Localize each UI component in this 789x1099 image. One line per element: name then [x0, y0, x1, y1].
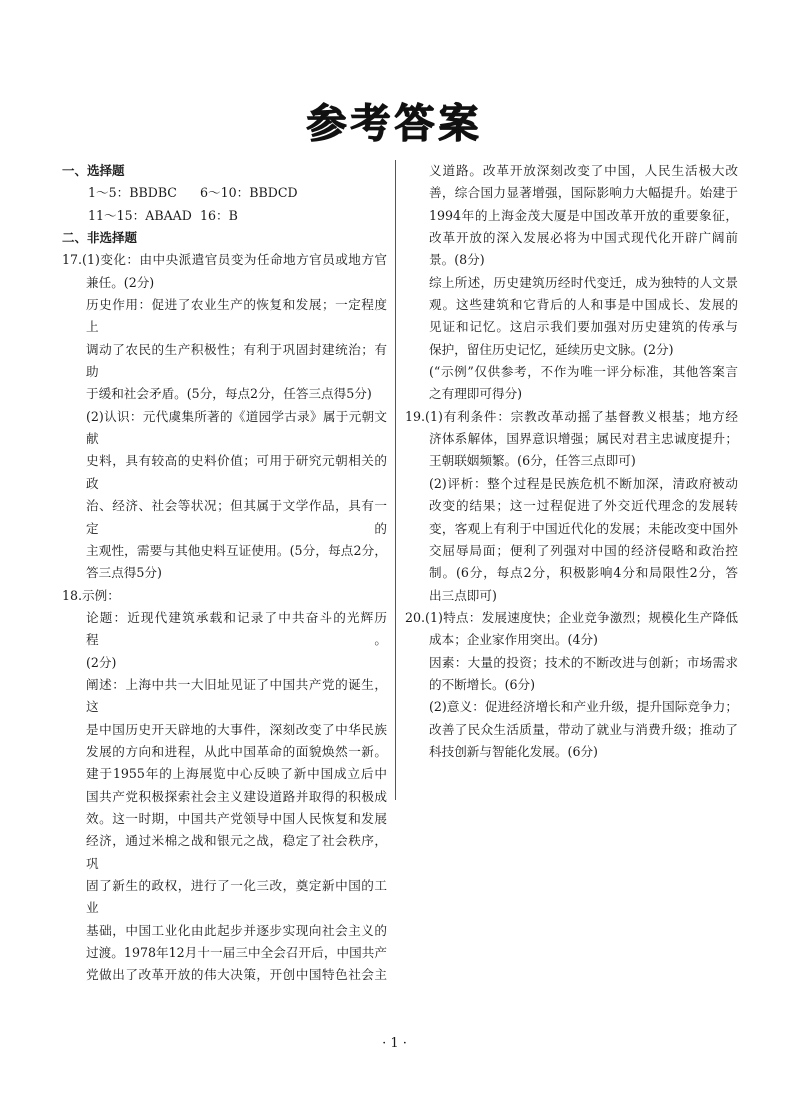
q17-line: 史料，具有较高的史料价值；可用于研究元朝相关的政: [86, 453, 387, 491]
q17-line: 治、经济、社会等状况；但其属于文学作品，具有一定的: [86, 498, 387, 536]
q17-line: 历史作用：促进了农业生产的恢复和发展；一定程度上: [86, 297, 387, 335]
q17-line: 答三点得5分): [86, 565, 162, 581]
q18-cont-line: 综上所述，历史建筑历经时代变迁，成为独特的人文景: [429, 274, 738, 290]
q19-line: (2)评析：整个过程是民族危机不断加深，清政府被动: [429, 475, 738, 491]
q19-line: 制。(6分，每点2分，积极影响4分和局限性2分，答: [429, 565, 738, 581]
q18-line: 固了新生的政权，进行了一化三改，奠定新中国的工业: [86, 878, 387, 916]
q17-line: 兼任。(2分): [86, 274, 155, 290]
q20-line: 20.(1)特点：发展速度快；企业竞争激烈；规模化生产降低: [405, 609, 738, 625]
q18-cont-line: 之有理即可得分): [429, 386, 523, 402]
answer-group: 16：B: [200, 207, 238, 223]
q17-line: 17.(1)变化：由中央派遣官员变为任命地方官员或地方官: [62, 252, 387, 268]
section-heading-nonchoice: 二、非选择题: [62, 230, 138, 246]
q18-line: 基础，中国工业化由此起步并逐步实现向社会主义的: [86, 922, 387, 938]
left-column: [62, 160, 387, 987]
q18-line: 18.示例：: [62, 587, 120, 603]
q18-cont-line: 义道路。改革开放深刻改变了中国，人民生活极大改: [429, 163, 738, 178]
q20-line: 因素：大量的投资；技术的不断改进与创新；市场需求: [429, 654, 738, 670]
q18-cont-line: 观。这些建筑和它背后的人和事是中国成长、发展的: [429, 297, 738, 313]
answer-row: [62, 182, 387, 204]
q18-line: 是中国历史开天辟地的大事件，深刻改变了中华民族: [86, 721, 387, 737]
q18-cont-line: (“示例”仅供参考，不作为唯一评分标准，其他答案言: [429, 364, 738, 380]
q18-line: 发展的方向和进程，从此中国革命的面貌焕然一新。: [86, 743, 387, 759]
q19-line: 19.(1)有利条件：宗教改革动摇了基督教义根基；地方经: [405, 408, 738, 424]
q20-line: 的不断增长。(6分): [429, 676, 535, 692]
q18-cont-line: 善，综合国力显著增强，国际影响力大幅提升。始建于: [429, 185, 738, 201]
section-heading-choice: 一、选择题: [62, 163, 125, 178]
q18-line: 阐述：上海中共一大旧址见证了中国共产党的诞生，这: [86, 676, 387, 715]
q18-cont-line: 保护，留住历史记忆，延续历史文脉。(2分): [429, 341, 674, 357]
page-number: · 1 ·: [382, 1036, 407, 1051]
q17-line: (2)认识：元代虞集所著的《道园学古录》属于元朝文献: [86, 408, 387, 447]
q17-line: 主观性，需要与其他史料互证使用。(5分，每点2分，: [86, 542, 387, 558]
q20-line: 改善了民众生活质量，带动了就业与消费升级；推动了: [429, 721, 738, 737]
q18-line: 效。这一时期，中国共产党领导中国人民恢复和发展: [86, 810, 387, 826]
q20-line: 成本；企业家作用突出。(4分): [429, 632, 598, 648]
q18-line: 建于1955年的上海展览中心反映了新中国成立后中: [86, 766, 387, 782]
column-divider: [395, 160, 396, 800]
q20-line: 科技创新与智能化发展。(6分): [429, 743, 598, 759]
q18-line: 经济，通过米棉之战和银元之战，稳定了社会秩序，巩: [86, 833, 387, 871]
answer-group: 1～5：BBDBC: [88, 185, 177, 201]
q18-line: 论题：近现代建筑承载和记录了中共奋斗的光辉历程。: [86, 609, 387, 648]
q18-line: 过渡。1978年12月十一届三中全会召开后，中国共产: [86, 945, 387, 961]
q19-line: 改变的结果；这一过程促进了外交近代理念的发展转: [429, 498, 738, 514]
answer-group: 11～15：ABAAD: [88, 207, 192, 223]
q18-line: (2分): [86, 654, 117, 670]
q20-line: (2)意义：促进经济增长和产业升级，提升国际竞争力；: [429, 699, 738, 715]
q19-line: 出三点即可): [429, 587, 497, 603]
q17-line: 于缓和社会矛盾。(5分，每点2分，任答三点得5分): [86, 386, 372, 402]
q18-cont-line: 见证和记忆。这启示我们要加强对历史建筑的传承与: [429, 319, 738, 335]
q19-line: 王朝联姻频繁。(6分，任答三点即可): [429, 453, 636, 469]
answer-row: [62, 205, 387, 227]
page-title: 参考答案: [306, 101, 483, 147]
q19-line: 交屈辱局面；便利了列强对中国的经济侵略和政治控: [429, 542, 738, 558]
q19-line: 济体系解体，国界意识增强；属民对君主忠诚度提升；: [429, 431, 738, 447]
q18-cont-line: 景。(8分): [429, 252, 485, 268]
q18-line: 党做出了改革开放的伟大决策，开创中国特色社会主: [86, 967, 387, 983]
answer-group: 6～10：BBDCD: [200, 185, 298, 201]
q18-line: 国共产党积极探索社会主义建设道路并取得的积极成: [86, 788, 387, 804]
q19-line: 变，客观上有利于中国近代化的发展；未能改变中国外: [429, 520, 738, 536]
q18-cont-line: 改革开放的深入发展必将为中国式现代化开辟广阔前: [429, 230, 738, 246]
q17-line: 调动了农民的生产积极性；有利于巩固封建统治；有助: [86, 341, 387, 380]
q18-cont-line: 1994年的上海金茂大厦是中国改革开放的重要象征，: [429, 207, 738, 223]
right-column: [405, 160, 738, 763]
